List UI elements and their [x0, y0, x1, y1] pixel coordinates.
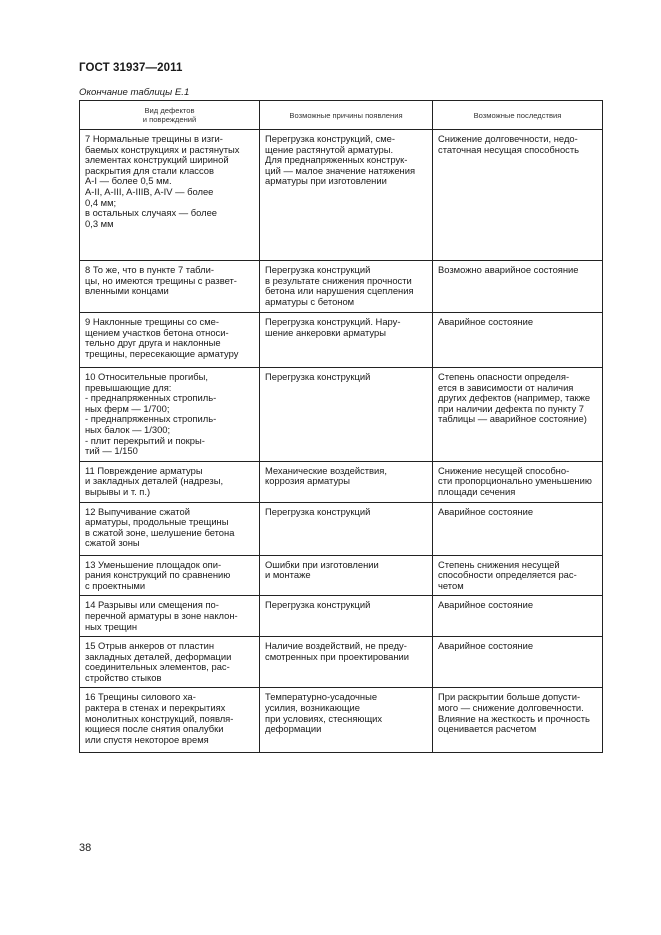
consequence-cell: Степень опасности определя- ется в зависимости от наличия других дефектов (например, также при наличии дефекта по пункту 7 таблицы — аварийное состояние) [433, 368, 603, 462]
table-row [80, 688, 603, 753]
column-header-causes: Возможные причины появления [260, 101, 433, 130]
consequence-cell: Снижение долговечности, недо- статочная несущая способность [433, 130, 603, 261]
consequence-cell: Аварийное состояние [433, 313, 603, 368]
table-row [80, 596, 603, 637]
defect-type-cell: 14 Разрывы или смещения по- перечной арматуры в зоне наклон- ных трещин [80, 596, 260, 637]
consequence-cell: Снижение несущей способно- сти пропорционально уменьшению площади сечения [433, 461, 603, 502]
defects-table [79, 100, 603, 753]
consequence-cell: Аварийное состояние [433, 596, 603, 637]
cause-cell: Механические воздействия, коррозия арматуры [260, 461, 433, 502]
cause-cell: Перегрузка конструкций. Нару- шение анкеровки арматуры [260, 313, 433, 368]
document-header: ГОСТ 31937—2011 [79, 62, 183, 74]
cause-cell: Перегрузка конструкций [260, 368, 433, 462]
defect-type-cell: 15 Отрыв анкеров от пластин закладных деталей, деформации соединительных элементов, рас- стройство стыков [80, 637, 260, 688]
defect-type-cell: 10 Относительные прогибы, превышающие для: - преднапряженных стропиль- ных ферм — 1/700; - преднапряженных стропиль- ных балок — 1/300; - плит перекрытий и покры- тий — 1/150 [80, 368, 260, 462]
defect-type-cell: 11 Повреждение арматуры и закладных деталей (надрезы, вырывы и т. п.) [80, 461, 260, 502]
cause-cell: Перегрузка конструкций [260, 596, 433, 637]
defect-type-cell: 12 Выпучивание сжатой арматуры, продольные трещины в сжатой зоне, шелушение бетона сжатой зоны [80, 502, 260, 555]
table-row [80, 261, 603, 313]
cause-cell: Температурно-усадочные усилия, возникающие при условиях, стесняющих деформации [260, 688, 433, 753]
column-header-consequences: Возможные последствия [433, 101, 603, 130]
consequence-cell: Возможно аварийное состояние [433, 261, 603, 313]
cause-cell: Ошибки при изготовлении и монтаже [260, 555, 433, 596]
defect-type-cell: 16 Трещины силового ха- рактера в стенах и перекрытиях монолитных конструкций, появля- ющиеся после снятия опалубки или спустя некоторое время [80, 688, 260, 753]
consequence-cell: Аварийное состояние [433, 637, 603, 688]
defect-type-cell: 13 Уменьшение площадок опи- рания конструкций по сравнению с проектными [80, 555, 260, 596]
column-header-defect-type: Вид дефектов и повреждений [80, 101, 260, 130]
cause-cell: Перегрузка конструкций в результате снижения прочности бетона или нарушения сцепления арматуры с бетоном [260, 261, 433, 313]
table-row [80, 502, 603, 555]
table-row [80, 637, 603, 688]
table-row [80, 555, 603, 596]
table-row [80, 313, 603, 368]
page-number: 38 [79, 842, 92, 854]
defect-type-cell: 9 Наклонные трещины со сме- щением участков бетона относи- тельно друг друга и наклонные трещины, пересекающие арматуру [80, 313, 260, 368]
table-row [80, 461, 603, 502]
table-row [80, 368, 603, 462]
cause-cell: Перегрузка конструкций, сме- щение растянутой арматуры. Для преднапряженных конструк- ций — малое значение натяжения арматуры при изготовлении [260, 130, 433, 261]
defect-type-cell: 7 Нормальные трещины в изги- баемых конструкциях и растянутых элементах конструкций шириной раскрытия для стали классов A-I — более 0,5 мм. A-II, A-III, A-IIIB, A-IV — более 0,4 мм; в остальных случаях — более 0,3 мм [80, 130, 260, 261]
cause-cell: Наличие воздействий, не преду- смотренных при проектировании [260, 637, 433, 688]
cause-cell: Перегрузка конструкций [260, 502, 433, 555]
table-header-row [80, 101, 603, 130]
consequence-cell: При раскрытии больше допусти- мого — снижение долговечности. Влияние на жесткость и прочность оценивается расчетом [433, 688, 603, 753]
table-row [80, 130, 603, 261]
consequence-cell: Аварийное состояние [433, 502, 603, 555]
table-caption: Окончание таблицы Е.1 [79, 87, 190, 98]
defect-type-cell: 8 То же, что в пункте 7 табли- цы, но имеются трещины с развет- вленными концами [80, 261, 260, 313]
consequence-cell: Степень снижения несущей способности определяется рас- четом [433, 555, 603, 596]
